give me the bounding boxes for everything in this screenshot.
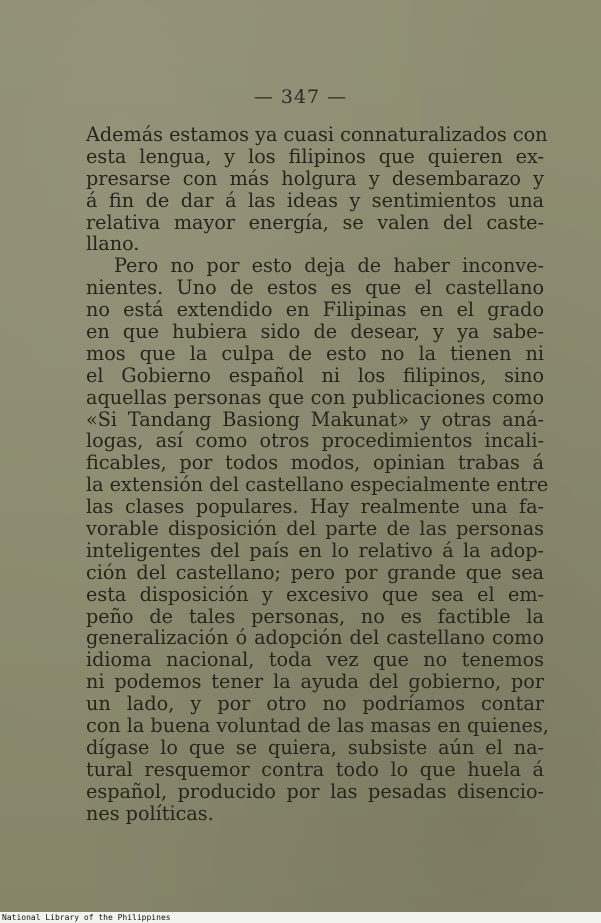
text-line: dígase lo que se quiera, subsiste aún el na- bbox=[86, 735, 544, 759]
library-footer: National Library of the Philippines bbox=[0, 912, 601, 923]
text-line: generalización ó adopción del castellano como bbox=[86, 626, 544, 650]
text-line: español, producido por las pesadas disencio- bbox=[86, 779, 544, 803]
text-line: en que hubiera sido de desear, y ya sabe- bbox=[86, 320, 544, 344]
text-line: la extensión del castellano especialmente entre bbox=[86, 473, 549, 497]
text-line: á fin de dar á las ideas y sentimientos una bbox=[86, 188, 544, 212]
text-line: nes políticas. bbox=[86, 801, 214, 825]
text-line: esta lengua, y los filipinos que quieren ex- bbox=[86, 144, 544, 168]
text-line: «Si Tandang Basiong Makunat» y otras aná- bbox=[86, 407, 544, 431]
text-line: ficables, por todos modos, opinian trabas á bbox=[86, 451, 544, 475]
text-line: mos que la culpa de esto no la tienen ni bbox=[86, 341, 544, 365]
text-line: el Gobierno español ni los filipinos, sino bbox=[86, 363, 544, 387]
body-text bbox=[86, 123, 549, 825]
text-line: tural resquemor contra todo lo que huela á bbox=[86, 757, 544, 781]
text-line: ni podemos tener la ayuda del gobierno, por bbox=[86, 670, 544, 694]
text-line: con la buena voluntad de las masas en quienes, bbox=[86, 714, 549, 738]
text-line: peño de tales personas, no es factible la bbox=[86, 604, 544, 628]
text-line: las clases populares. Hay realmente una fa- bbox=[86, 495, 544, 519]
text-line: llano. bbox=[86, 232, 140, 256]
text-line: aquellas personas que con publicaciones como bbox=[86, 385, 544, 409]
text-line: presarse con más holgura y desembarazo y bbox=[86, 166, 544, 190]
text-line: esta disposición y excesivo que sea el em- bbox=[86, 582, 544, 606]
text-line: vorable disposición del parte de las personas bbox=[86, 517, 544, 541]
text-line: logas, así como otros procedimientos incali- bbox=[86, 429, 544, 453]
page-number: — 347 — bbox=[253, 86, 348, 108]
text-line: no está extendido en Filipinas en el grado bbox=[86, 298, 544, 322]
text-line: inteligentes del país en lo relativo á la adop- bbox=[86, 538, 544, 562]
text-line: idioma nacional, toda vez que no tenemos bbox=[86, 648, 544, 672]
text-line: relativa mayor energía, se valen del caste- bbox=[86, 210, 544, 234]
text-line: Pero no por esto deja de haber inconve- bbox=[114, 254, 544, 278]
text-line: Además estamos ya cuasi connaturalizados con bbox=[86, 123, 548, 146]
text-line: nientes. Uno de estos es que el castellano bbox=[86, 276, 544, 300]
text-line: un lado, y por otro no podríamos contar bbox=[86, 692, 544, 716]
text-line: ción del castellano; pero por grande que sea bbox=[86, 560, 544, 584]
